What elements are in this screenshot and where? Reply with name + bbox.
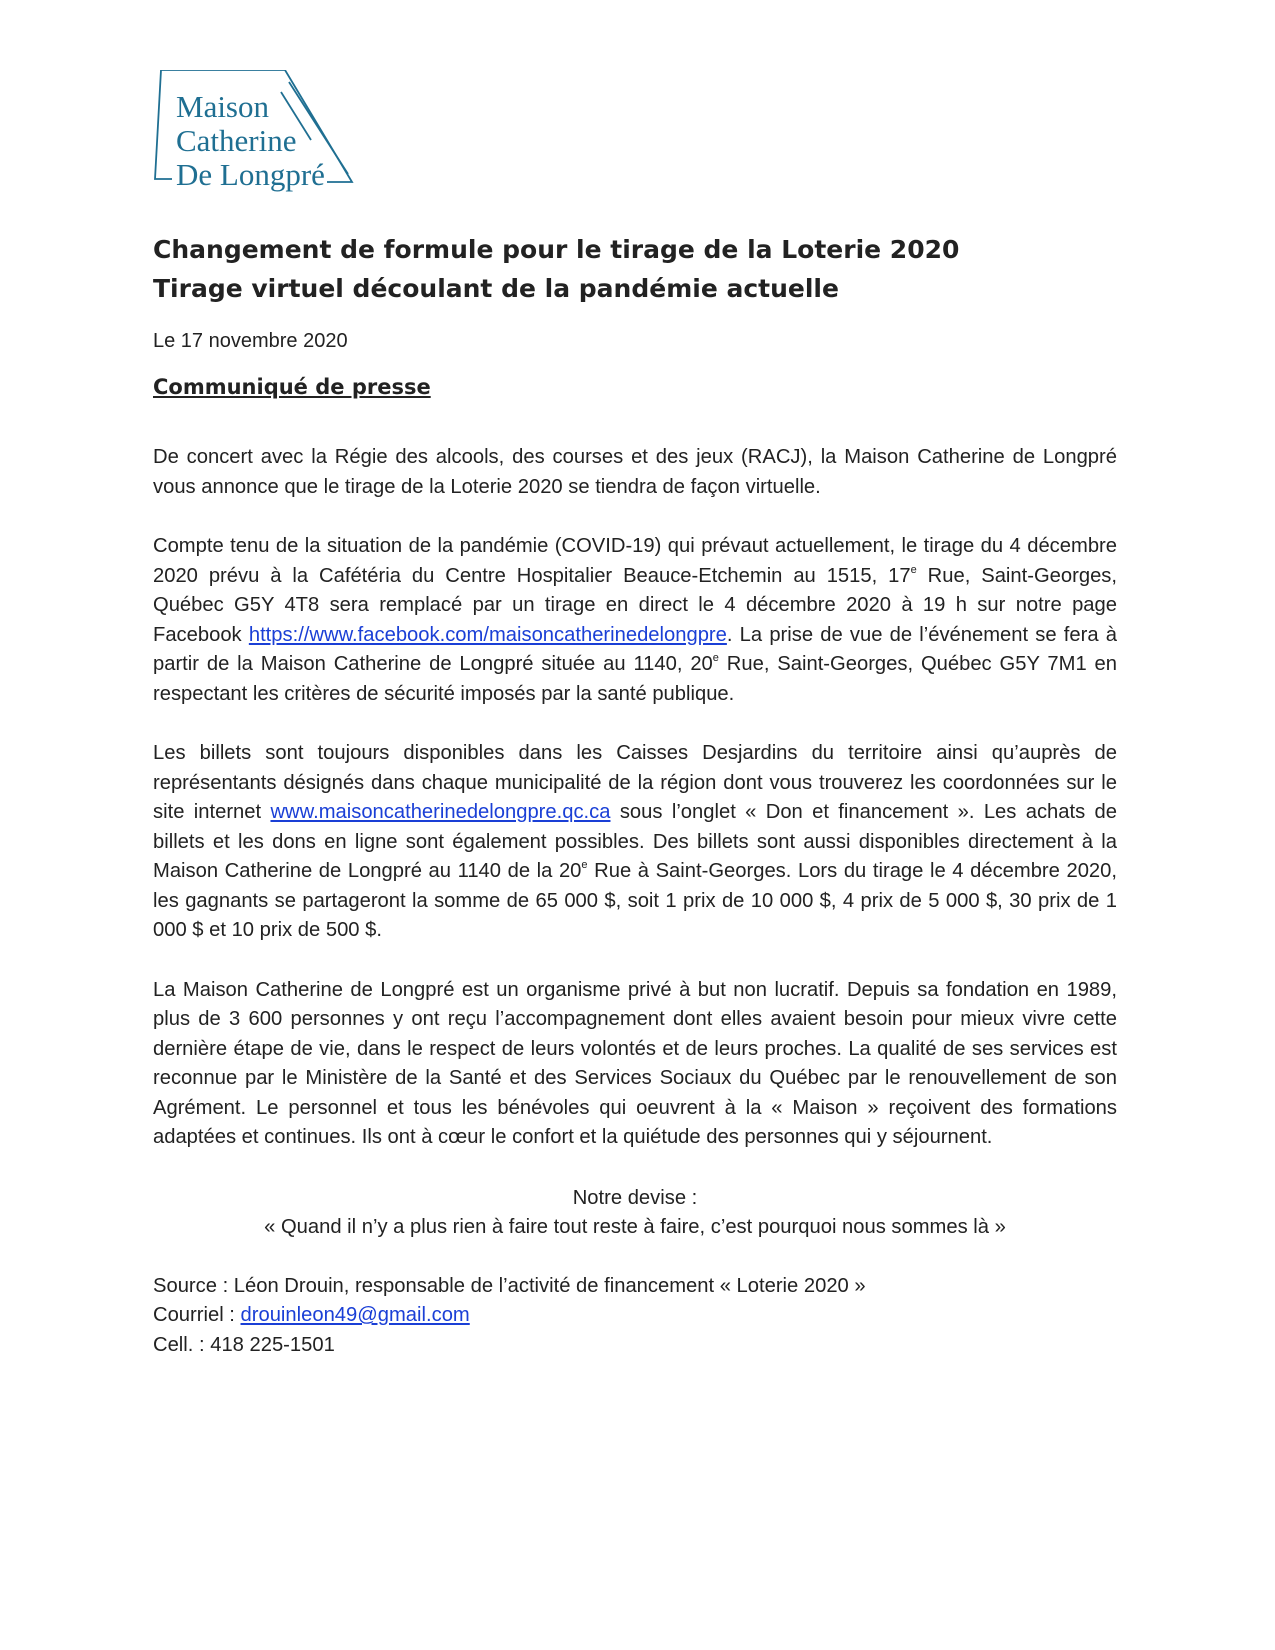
motto-label: Notre devise :	[572, 1186, 698, 1209]
cell-line: Cell. : 418 225-1501	[153, 1333, 335, 1356]
title-line-2: Tirage virtuel découlant de la pandémie actuelle	[153, 274, 839, 303]
section-heading: Communiqué de presse	[153, 375, 431, 399]
body-text	[153, 443, 1117, 1153]
email-link[interactable]: drouinleon49@gmail.com	[240, 1304, 470, 1326]
paragraph-announcement: De concert avec la Régie des alcools, des courses et des jeux (RACJ), la Maison Catherine de Longpré vous annonce que le tirage de la Loterie 2020 se tiendra de façon virtuelle.	[153, 446, 1117, 498]
logo-text-catherine: Catherine	[176, 123, 297, 158]
email-line	[153, 1301, 1117, 1331]
title-line-1: Changement de formule pour le tirage de la Loterie 2020	[153, 235, 960, 264]
text-segment: Rue à Saint-Georges. Lors du tirage le 4 décembre 2020, les gagnants se partageront la somme de 65 000 $, soit 1 prix de 10 000 $, 4 prix de 5 000 $, 30 prix de 1 000 $ et 10 prix de 500 $.	[153, 860, 1117, 941]
page-title	[153, 230, 1117, 308]
superscript: e	[712, 652, 719, 664]
text-segment: Rue, Saint-Georges, Québec G5Y 4T8 sera remplacé par un tirage en direct le 4 décembre 2020 à 19 h sur notre page Facebook	[153, 564, 1117, 646]
text-segment: sous l’onglet « Don et financement ». Les achats de billets et les dons en ligne sont également possibles. Des billets sont aussi disponibles directement à la Maison Catherine de Longpré au 1140 de la 20	[153, 801, 1118, 882]
text-segment: Les billets sont toujours disponibles dans les Caisses Desjardins du territoire ainsi qu’auprès de représentants désignés dans chaque municipalité de la région dont vous trouverez les coordonnées sur le site internet	[153, 742, 1117, 823]
website-link[interactable]: www.maisoncatherinedelongpre.qc.ca	[270, 801, 611, 823]
motto	[153, 1184, 1117, 1243]
superscript: e	[910, 563, 917, 576]
paragraph-draw-details	[153, 532, 1117, 709]
text-segment: Rue, Saint-Georges, Québec G5Y 7M1 en respectant les critères de sécurité imposés par la santé publique.	[153, 653, 1118, 705]
text-segment: Compte tenu de la situation de la pandémie (COVID-19) qui prévaut actuellement, le tirage du 4 décembre 2020 prévu à la Cafétéria du Centre Hospitalier Beauce-Etchemin au 1515, 17	[153, 535, 1117, 587]
email-label: Courriel :	[153, 1304, 241, 1326]
motto-text: « Quand il n’y a plus rien à faire tout reste à faire, c’est pourquoi nous sommes là »	[264, 1216, 1006, 1238]
paragraph-tickets	[153, 739, 1117, 946]
paragraph-organization: La Maison Catherine de Longpré est un organisme privé à but non lucratif. Depuis sa fondation en 1989, plus de 3 600 personnes y ont reçu l’accompagnement dont elles avaient besoin pour mieux vivre cette dernière étape de vie, dans le respect de leurs volontés et de leurs proches. La qualité de ses services est reconnue par le Ministère de la Santé et des Services Sociaux du Québec par le renouvellement de son Agrément. Le personnel et tous les bénévoles qui oeuvrent à la « Maison » reçoivent des formations adaptées et continues. Ils ont à cœur le confort et la quiétude des personnes qui y séjournent.	[153, 978, 1117, 1148]
source-line: Source : Léon Drouin, responsable de l’activité de financement « Loterie 2020 »	[153, 1274, 866, 1297]
logo-text-de-longpre: De Longpré	[176, 157, 325, 192]
text-segment: . La prise de vue de l’événement se fera à partir de la Maison Catherine de Longpré située au 1140, 20	[153, 623, 1117, 675]
superscript: e	[581, 859, 588, 871]
facebook-link[interactable]: https://www.facebook.com/maisoncatherinedelongpre	[248, 623, 727, 646]
release-date: Le 17 novembre 2020	[153, 330, 348, 352]
logo-text-maison: Maison	[176, 89, 269, 124]
press-release-body	[153, 230, 1117, 1360]
organization-logo	[152, 70, 372, 190]
contact-info	[153, 1272, 1117, 1361]
